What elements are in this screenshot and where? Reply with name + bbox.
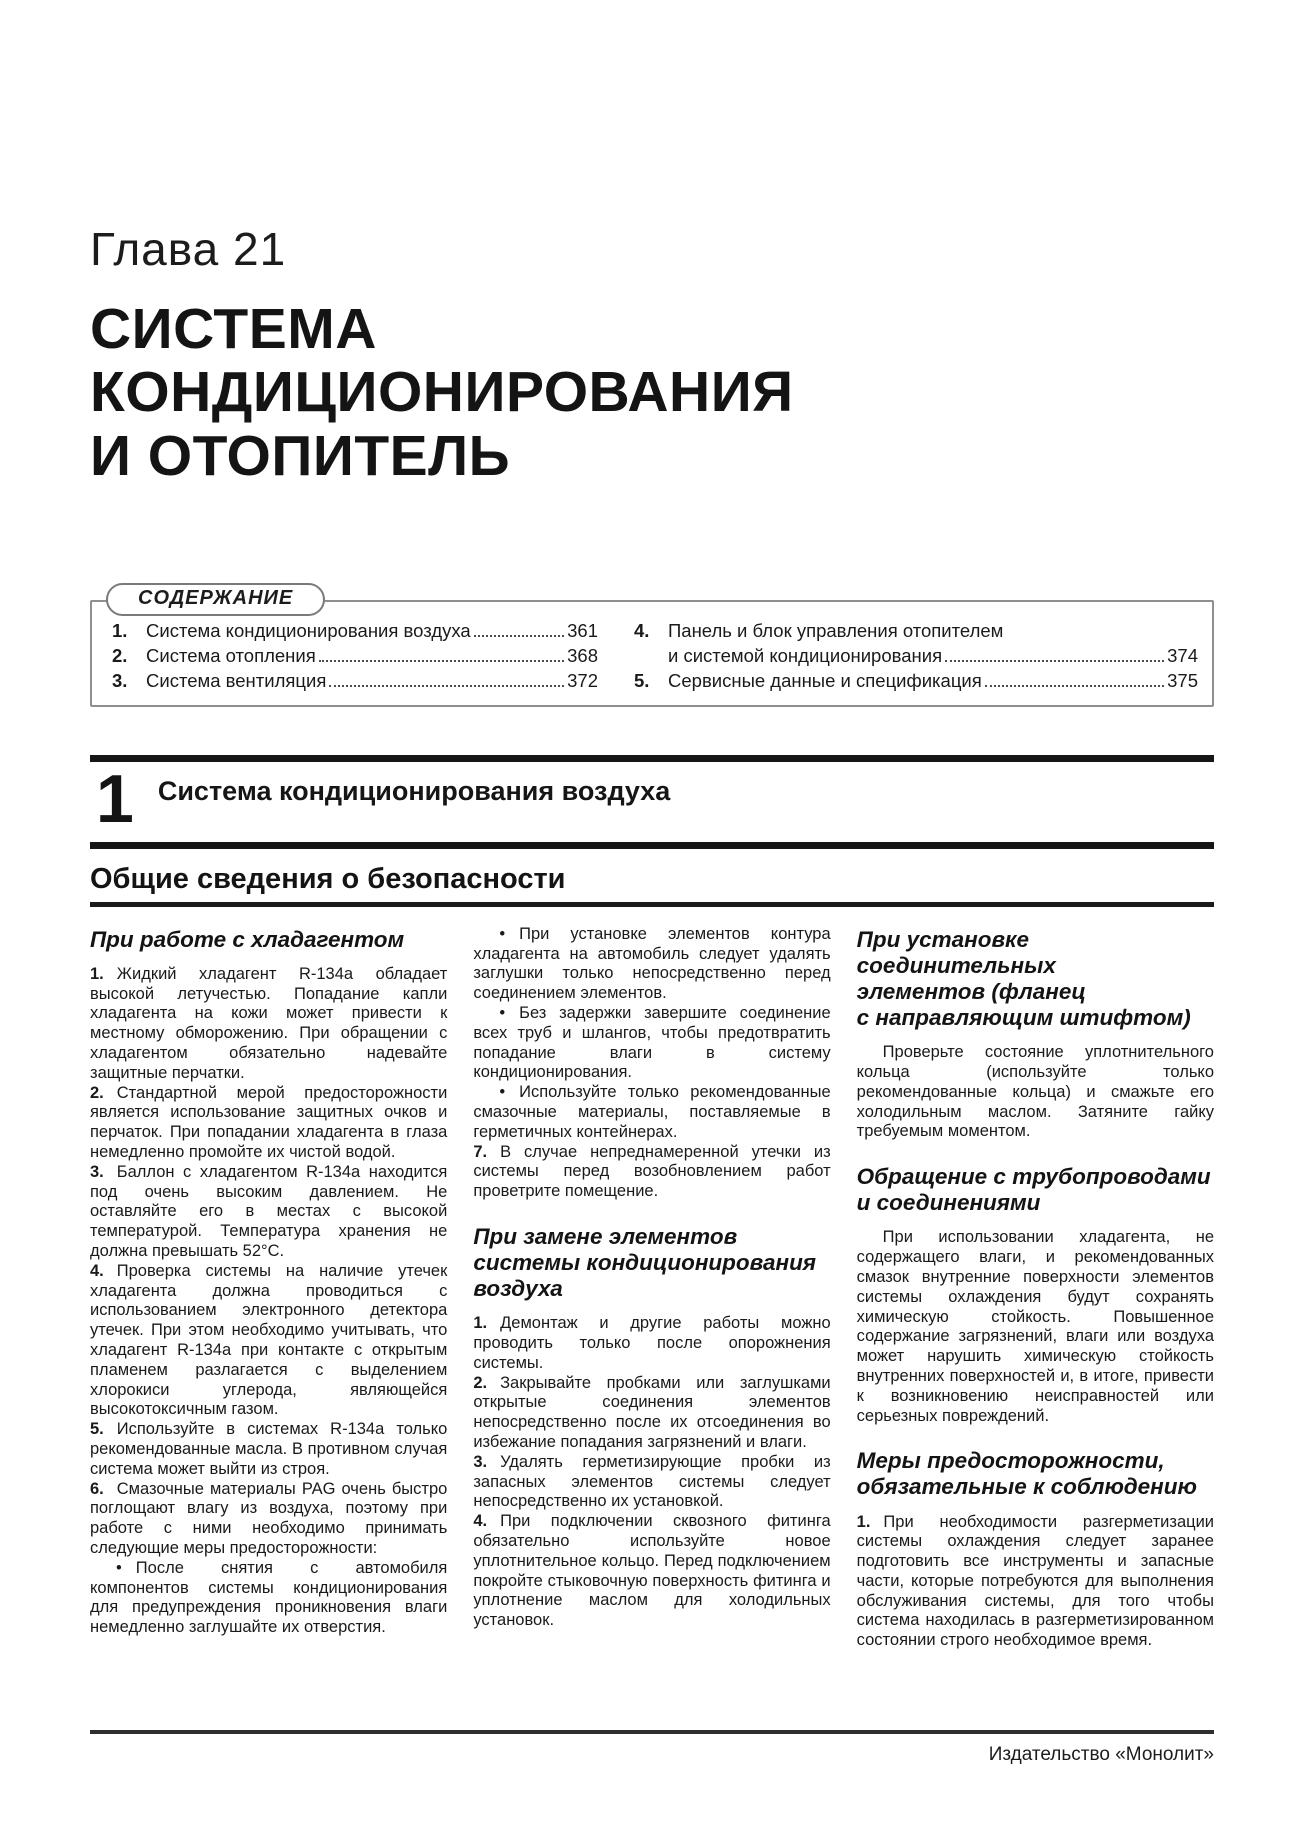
item-text: Закрывайте пробками или заглушками открытые соединения элементов непосредственно после их отсоединения во избежание попадания загрязнений и влаги. xyxy=(473,1373,831,1452)
chapter-title xyxy=(90,298,1214,488)
item-text: В случае непреднамеренной утечки из системы перед возобновлением работ проветрите помещение. xyxy=(473,1142,831,1201)
item-text: При необходимости разгерметизации системы охлаждения следует заранее подготовить все инструменты и запасные части, которые потребуются для выполнения обслуживания системы, для того чтобы система находилась в разгерметизированном состоянии строго необходимое время. xyxy=(856,1512,1214,1650)
bullet-icon: • xyxy=(499,924,506,943)
contents-column-right xyxy=(634,618,1198,693)
column-subheading: При работе с хладагентом xyxy=(90,926,405,952)
toc-row xyxy=(112,643,598,668)
toc-dot-leader xyxy=(329,685,564,687)
numbered-item xyxy=(90,1420,447,1479)
numbered-item xyxy=(90,1084,447,1163)
toc-row xyxy=(634,618,1198,643)
contents-list xyxy=(90,600,1214,707)
item-number: 4. xyxy=(473,1512,488,1531)
item-number: 7. xyxy=(473,1142,488,1161)
toc-dot-leader xyxy=(474,635,564,637)
column-subheading: Обращение с трубопроводами и соединениями xyxy=(856,1164,1211,1216)
item-number: 5. xyxy=(90,1420,104,1439)
toc-item-number: 2. xyxy=(112,644,128,666)
toc-item-number: 5. xyxy=(634,669,650,691)
column-2 xyxy=(473,925,830,1651)
column-1 xyxy=(90,925,447,1651)
toc-item-number: 1. xyxy=(112,619,128,641)
contents-box xyxy=(90,586,1214,707)
section-banner xyxy=(90,755,1214,849)
contents-tab-label: СОДЕРЖАНИЕ xyxy=(106,583,325,616)
footer-rule xyxy=(90,1730,1214,1734)
toc-dot-leader xyxy=(319,660,564,662)
numbered-item xyxy=(473,1374,830,1453)
column-subheading: Меры предосторожности, обязательные к соблюдению xyxy=(856,1448,1197,1500)
publisher-credit: Издательство «Монолит» xyxy=(988,1744,1214,1765)
numbered-item xyxy=(473,1143,830,1202)
safety-heading-rule xyxy=(90,902,1214,907)
toc-item-title: Система кондиционирования воздуха xyxy=(146,619,471,641)
column-subheading: При замене элементов системы кондиционирования воздуха xyxy=(473,1223,817,1302)
item-number: 2. xyxy=(90,1083,104,1102)
item-text: Используйте только рекомендованные смазочные материалы, поставляемые в герметичных контейнерах. xyxy=(473,1083,831,1141)
bullet-item xyxy=(473,1083,830,1142)
bullet-item xyxy=(90,1559,447,1638)
column-subheading: При установке соединительных элементов (фланец с направляющим штифтом) xyxy=(856,926,1191,1031)
numbered-item xyxy=(90,1262,447,1420)
bullet-item xyxy=(473,1004,830,1083)
bullet-icon: • xyxy=(499,1003,506,1022)
section-rule-top xyxy=(90,755,1214,762)
paragraph xyxy=(857,1228,1214,1426)
item-number: 1. xyxy=(90,964,104,983)
chapter-label: Глава 21 xyxy=(90,223,287,275)
item-number: 3. xyxy=(473,1452,488,1471)
section-header xyxy=(90,762,1214,842)
contents-column-left xyxy=(112,618,598,693)
toc-row xyxy=(112,668,598,693)
item-text: Проверьте состояние уплотнительного кольца (используйте только рекомендованные кольца) и смажьте его холодильным маслом. Затяните гайку требуемым моментом. xyxy=(856,1043,1214,1141)
toc-item-number: 4. xyxy=(634,619,650,641)
chapter-title-line: СИСТЕМА xyxy=(90,297,377,361)
text-columns xyxy=(90,925,1214,1651)
item-text: Проверка системы на наличие утечек хладагента должна проводиться с использованием электронного детектора утечек. При этом необходимо учитывать, что хладагент R-134a при контакте с открытым пламенем разлагается с выделением хлорокиси углерода, являющейся высокотоксичным газом. xyxy=(90,1261,448,1419)
toc-item-title: Сервисные данные и спецификация xyxy=(668,669,982,691)
numbered-item xyxy=(90,1163,447,1262)
chapter-title-line: И ОТОПИТЕЛЬ xyxy=(90,423,511,488)
numbered-item xyxy=(473,1453,830,1512)
chapter-title-line: КОНДИЦИОНИРОВАНИЯ xyxy=(90,360,794,425)
numbered-item xyxy=(473,1314,830,1373)
item-number: 4. xyxy=(90,1261,104,1280)
item-text: Удалять герметизирующие пробки из запасных элементов системы следует непосредственно их установкой. xyxy=(473,1452,831,1511)
item-text: При установке элементов контура хладагента на автомобиль следует удалять заглушки только непосредственно перед соединением элементов. xyxy=(473,924,831,1003)
page-content xyxy=(90,0,1214,1651)
item-text: Смазочные материалы PAG очень быстро поглощают влагу из воздуха, поэтому при работе с ними необходимо принимать следующие меры предосторожности: xyxy=(90,1479,448,1557)
item-text: Используйте в системах R-134a только рекомендованные масла. В противном случая система может выйти из строя. xyxy=(90,1420,448,1478)
toc-page-number: 372 xyxy=(567,669,598,691)
toc-item-title: Панель и блок управления отопителем xyxy=(668,619,1004,641)
section-rule-bottom xyxy=(90,842,1214,849)
bullet-item xyxy=(473,925,830,1004)
toc-row xyxy=(634,643,1198,668)
toc-row xyxy=(112,618,598,643)
item-number: 2. xyxy=(473,1373,488,1392)
item-text: При использовании хладагента, не содержащего влаги, и рекомендованных смазок внутренние поверхности элементов системы охлаждения будут сохранять химическую стойкость. Повышенное содержание загрязнений, влаги или воздуха может нарушить химическую стойкость внутренних поверхностей и, в итоге, привести к возникновению неисправностей или серьезных повреждений. xyxy=(856,1228,1214,1425)
section-number: 1 xyxy=(96,760,134,837)
toc-page-number: 368 xyxy=(567,644,598,666)
toc-page-number: 375 xyxy=(1167,669,1198,691)
toc-item-title: Система отопления xyxy=(146,644,316,666)
safety-heading: Общие сведения о безопасности xyxy=(90,862,566,895)
item-text: Демонтаж и другие работы можно проводить только после опорожнения системы. xyxy=(473,1314,831,1372)
item-text: Стандартной мерой предосторожности является использование защитных очков и перчаток. При попадании хладагента в глаза немедленно промойте их чистой водой. xyxy=(90,1083,448,1162)
item-number: 1. xyxy=(856,1512,871,1531)
item-text: Жидкий хладагент R-134a обладает высокой летучестью. Попадание капли хладагента на кожи может привести к местному обморожению. При обращении с хладагентом обязательно надевайте защитные перчатки. xyxy=(90,964,448,1082)
section-title: Система кондиционирования воздуха xyxy=(157,775,671,806)
item-number: 3. xyxy=(90,1162,104,1181)
toc-page-number: 361 xyxy=(567,619,598,641)
bullet-icon: • xyxy=(499,1083,506,1102)
numbered-item xyxy=(90,1480,447,1559)
item-text: Без задержки завершите соединение всех труб и шлангов, чтобы предотвратить попадание влаги в систему кондиционирования. xyxy=(473,1003,831,1082)
item-text: При подключении сквозного фитинга обязательно используйте новое уплотнительное кольцо. Перед подключением покройте стыковочную поверхность фитинга и уплотнение маслом для холодильных установок. xyxy=(473,1512,831,1630)
toc-row xyxy=(634,668,1198,693)
item-text: После снятия с автомобиля компонентов системы кондиционирования для предупреждения проникновения влаги немедленно заглушайте их отверстия. xyxy=(90,1558,448,1637)
toc-item-title: и системой кондиционирования xyxy=(668,644,943,666)
bullet-icon: • xyxy=(116,1558,122,1577)
item-number: 6. xyxy=(90,1479,104,1498)
page-footer xyxy=(90,1730,1214,1766)
toc-page-number: 374 xyxy=(1167,644,1198,666)
item-number: 1. xyxy=(473,1314,488,1333)
numbered-item xyxy=(857,1513,1214,1652)
toc-item-number: 3. xyxy=(112,669,128,691)
item-text: Баллон с хладагентом R-134a находится под очень высоким давлением. Не оставляйте его в местах с высокой температурой. Температура хранения не должна превышать 52°С. xyxy=(90,1162,448,1261)
paragraph xyxy=(857,1043,1214,1142)
toc-item-title: Система вентиляция xyxy=(146,669,327,691)
numbered-item xyxy=(473,1512,830,1631)
toc-dot-leader xyxy=(945,660,1164,662)
toc-dot-leader xyxy=(985,685,1164,687)
numbered-item xyxy=(90,965,447,1084)
column-3 xyxy=(857,925,1214,1651)
